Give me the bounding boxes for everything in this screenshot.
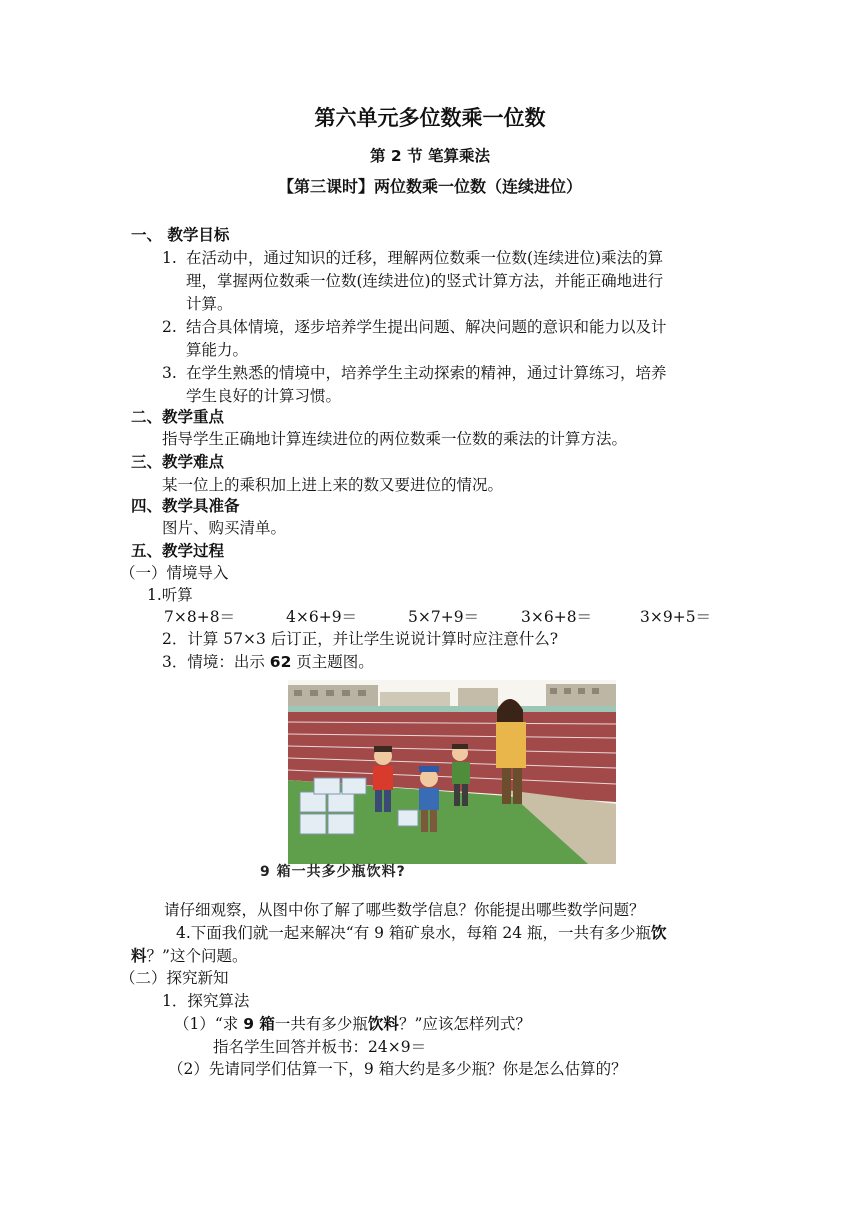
item-scene-page: 62 [269,653,292,671]
heading-key-points: 二、教学重点 [131,408,225,426]
question-1-e: ？”应该怎样列式？ [398,1015,531,1033]
observe-prompt: 请仔细观察，从图中你了解了哪些数学信息？你能提出哪些数学问题？ [164,901,645,919]
calc-4: 3×6+8＝ [521,608,593,626]
question-1-c: 一共有多少瓶 [274,1015,368,1033]
sub-heading-intro: （一）情境导入 [120,564,229,582]
key-points-text: 指导学生正确地计算连续进位的两位数乘一位数的乘法的计算方法。 [162,430,628,448]
heading-difficulties: 三、教学难点 [131,453,225,471]
sub-heading-explore: （二）探究新知 [120,969,229,987]
illustration-caption: 9 箱一共多少瓶饮料? [260,864,406,880]
heading-materials: 四、教学具准备 [131,497,240,515]
item-scene-text-a: 3．情境：出示 [162,653,270,671]
calc-3: 5×7+9＝ [408,608,480,626]
difficulties-text: 某一位上的乘积加上进上来的数又要进位的情况。 [162,476,504,494]
lesson-title: 【第三课时】两位数乘一位数（连续进位） [277,177,582,196]
objective-1-line-1: 在活动中，通过知识的迁移，理解两位数乘一位数(连续进位)乘法的算 [186,249,664,267]
item-problem-emph-1: 饮 [651,924,667,942]
objective-1-number: 1. [162,249,177,267]
scene-drawing [288,680,616,864]
question-1-a: （1）“求 [174,1015,244,1033]
theme-illustration [288,680,616,864]
heading-process: 五、教学过程 [131,542,225,560]
calc-2: 4×6+9＝ [286,608,358,626]
section-subtitle: 第 2 节 笔算乘法 [370,147,490,165]
page-title: 第六单元多位数乘一位数 [314,106,546,130]
objective-1-line-2: 理，掌握两位数乘一位数(连续进位)的竖式计算方法，并能正确地进行 [186,272,664,290]
item-compute: 2．计算 57×3 后订正，并让学生说说计算时应注意什么? [162,630,559,648]
objective-1-line-3: 计算。 [186,295,233,313]
item-problem-text-a: 4.下面我们就一起来解决“有 9 箱矿泉水，每箱 24 瓶，一共有多少瓶 [176,924,652,942]
question-1-b: 9 箱 [243,1015,275,1033]
objective-2-line-2: 算能力。 [186,341,249,359]
item-problem-emph-2: 料 [131,947,147,965]
item-scene-text-c: 页主题图。 [291,653,374,671]
item-listening: 1.听算 [147,586,193,604]
heading-objectives: 一、 教学目标 [131,226,230,244]
objective-3-line-1: 在学生熟悉的情境中，培养学生主动探索的精神，通过计算练习，培养 [186,364,667,382]
objective-3-line-2: 学生良好的计算习惯。 [186,387,342,405]
question-2: （2）先请同学们估算一下，9 箱大约是多少瓶？你是怎么估算的？ [168,1060,627,1078]
objective-2-number: 2. [162,318,177,336]
calc-1: 7×8+8＝ [164,608,236,626]
question-1-d: 饮料 [367,1015,399,1033]
question-1 [174,1013,531,1035]
item-problem-line-2 [131,945,247,967]
item-problem-line-1 [176,922,667,944]
objective-2-line-1: 结合具体情境，逐步培养学生提出问题、解决问题的意识和能力以及计 [186,318,667,336]
objective-3-number: 3. [162,364,177,382]
answer-line: 指名学生回答并板书：24×9＝ [213,1038,427,1056]
item-scene [162,651,374,673]
explore-method: 1．探究算法 [162,992,250,1010]
materials-text: 图片、购买清单。 [162,519,287,537]
item-problem-text-b: ？”这个问题。 [146,947,248,965]
calc-5: 3×9+5＝ [640,608,712,626]
